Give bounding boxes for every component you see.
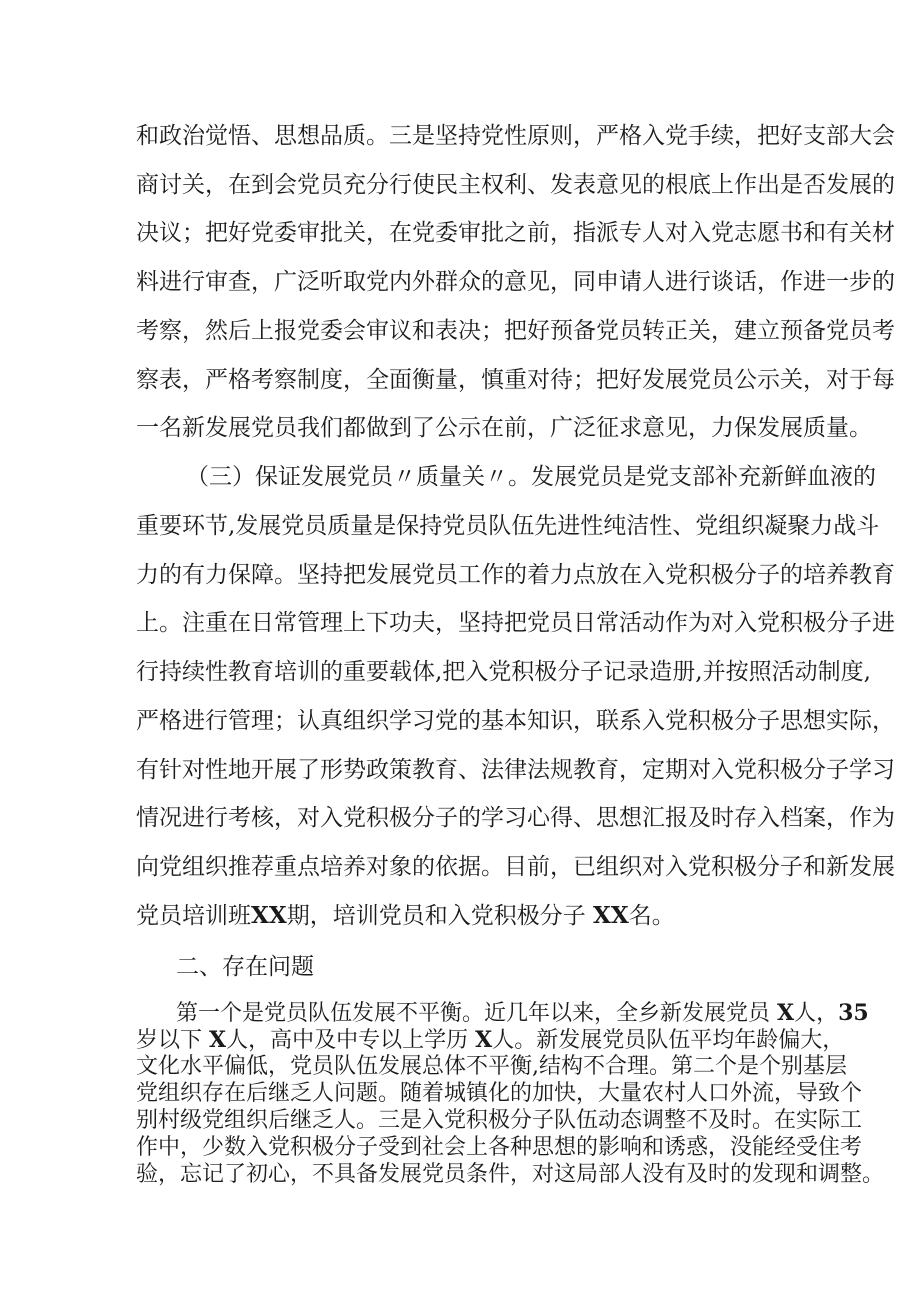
text-line: 和政治觉悟、思想品质。三是坚持党性原则，严格入党手续，把好支部大会 — [136, 123, 895, 149]
text-span: 人， — [794, 1001, 839, 1026]
age-number: 35 — [838, 1000, 869, 1026]
text-line: 力的有力保障。坚持把发展党员工作的着力点放在入党积极分子的培养教育 — [136, 562, 895, 588]
text-line: 考察，然后上报党委会审议和表决；把好预备党员转正关，建立预备党员考 — [136, 318, 895, 344]
text-line: 一名新发展党员我们都做到了公示在前，广泛征求意见，力保发展质量。 — [136, 415, 872, 441]
text-line: 情况进行考核，对入党积极分子的学习心得、思想汇报及时存入档案，作为 — [136, 805, 895, 831]
text-line: 上。注重在日常管理上下功夫，坚持把党员日常活动作为对入党积极分子进 — [136, 610, 895, 636]
text-line: 行持续性教育培训的重要载体,把入党积极分子记录造册,并按照活动制度, — [136, 659, 871, 685]
text-line — [176, 1000, 869, 1027]
text-line: 重要环节,发展党员质量是保持党员队伍先进性纯洁性、党组织凝聚力战斗 — [136, 513, 880, 539]
text-span: 名。 — [628, 903, 675, 929]
text-line: 有针对性地开展了形势政策教育、法律法规教育，定期对入党积极分子学习 — [136, 757, 895, 783]
text-line: 向党组织推荐重点培养对象的依据。目前，已组织对入党积极分子和新发展 — [136, 854, 895, 880]
text-line: 商讨关，在到会党员充分行使民主权利、发表意见的根底上作出是否发展的 — [136, 172, 895, 198]
text-line: （三）保证发展党员〃质量关〃。发展党员是党支部补充新鲜血液的 — [186, 464, 876, 490]
section-heading: 二、存在问题 — [176, 954, 314, 980]
text-span: 人。新发展党员队伍平均年龄偏大， — [492, 1028, 845, 1053]
placeholder-count: XX — [251, 902, 287, 929]
text-span: 人，高中及中专以上学历 — [226, 1028, 469, 1053]
text-line: 察表，严格考察制度，全面衡量，慎重对待；把好发展党员公示关，对于每 — [136, 367, 895, 393]
placeholder-count: XX — [593, 902, 629, 929]
text-line: 文化水平偏低，党员队伍发展总体不平衡,结构不合理。第二个是个别基层 — [136, 1054, 847, 1079]
text-span: 岁以下 — [136, 1028, 203, 1053]
text-line: 严格进行管理；认真组织学习党的基本知识，联系入党积极分子思想实际， — [136, 708, 895, 734]
placeholder-count: X — [209, 1027, 227, 1053]
placeholder-count: X — [475, 1027, 493, 1053]
placeholder-count: X — [777, 1000, 795, 1026]
text-line: 作中，少数入党积极分子受到社会上各种思想的影响和诱惑，没能经受住考 — [136, 1135, 863, 1160]
text-line — [136, 1027, 844, 1054]
text-line: 验，忘记了初心，不具备发展党员条件，对这局部人没有及时的发现和调整。 — [136, 1162, 885, 1187]
text-line: 决议；把好党委审批关，在党委审批之前，指派专人对入党志愿书和有关材 — [136, 220, 895, 246]
text-span: 党员培训班 — [136, 903, 251, 929]
text-span: 第一个是党员队伍发展不平衡。近几年以来，全乡新发展党员 — [176, 1001, 771, 1026]
text-line: 料进行审查，广泛听取党内外群众的意见，同申请人进行谈话，作进一步的 — [136, 269, 895, 295]
text-line — [136, 902, 675, 930]
text-line: 别村级党组织后继乏人。三是入党积极分子队伍动态调整不及时。在实际工 — [136, 1108, 863, 1133]
text-span: 期，培训党员和入党积极分子 — [286, 903, 586, 929]
text-line: 党组织存在后继乏人问题。随着城镇化的加快，大量农村人口外流，导致个 — [136, 1081, 863, 1106]
